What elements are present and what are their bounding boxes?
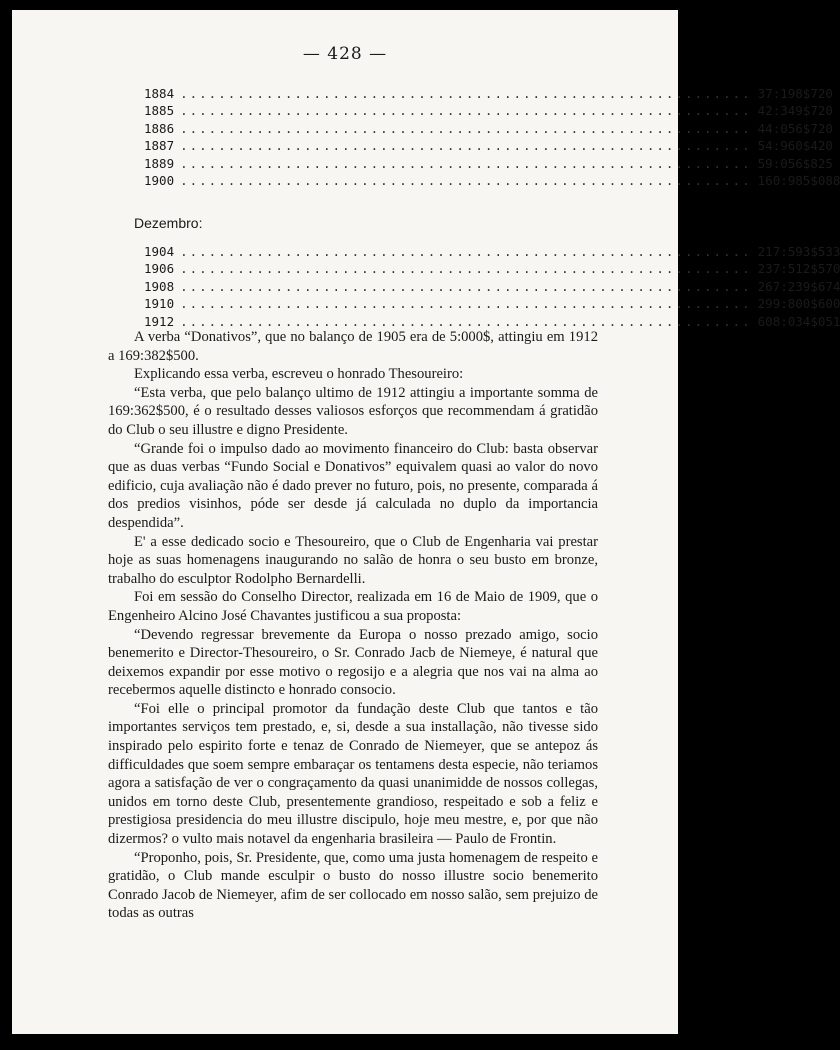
- ledger-amount: 237:512$570: [757, 261, 840, 277]
- ledger-row: [144, 103, 833, 120]
- ledger-year: 1904: [144, 244, 175, 259]
- paragraph: “Proponho, pois, Sr. Presidente, que, como uma justa homenagem de respeito e gratidão, o Club mande esculpir o busto do nosso illustre socio benemerito Conrado Jacob de Niemeyer, afim de ser collocado em nosso salão, sem prejuizo de todas as outras: [108, 849, 598, 922]
- ledger-dezembro: [144, 244, 840, 331]
- paragraph: E' a esse dedicado socio e Thesoureiro, que o Club de Engenharia vai prestar hoje as suas homenagens inaugurando no salão de honra o seu busto em bronze, trabalho do esculptor Rodolpho Bernardelli.: [108, 533, 598, 587]
- leader-dots: ............................................................: [180, 103, 752, 119]
- ledger-year: 1912: [144, 313, 175, 329]
- page-number: — 428 —: [302, 44, 388, 64]
- paragraph: Foi em sessão do Conselho Director, realizada em 16 de Maio de 1909, que o Engenheiro Alcino José Chavantes justificou a sua proposta:: [108, 589, 598, 624]
- ledger-annual: [144, 86, 840, 190]
- leader-dots: ............................................................: [180, 278, 752, 294]
- ledger-year: 1908: [144, 278, 175, 294]
- ledger-row: [144, 120, 833, 138]
- ledger-year: 1910: [144, 296, 175, 312]
- ledger-row: [144, 296, 840, 313]
- paragraph: “Devendo regressar brevemente da Europa o nosso prezado amigo, socio benemerito e Director-Thesoureiro, o Sr. Conrado Jacb de Niemeye, é natural que deixemos expandir por esse motivo o regosijo e a alegria que nos vai na alma ao recebermos aquelle distincto e honrado consocio.: [108, 626, 598, 699]
- ledger-year: 1885: [144, 103, 175, 119]
- leader-dots: ............................................................: [180, 138, 752, 154]
- ledger-row: [144, 155, 833, 173]
- paragraph: “Esta verba, que pelo balanço ultimo de 1912 attingiu a importante somma de 169:362$500, é o resultado desses valiosos esforços que recommendam á gratidão do Club o seu illustre e digno Presidente.: [108, 384, 598, 438]
- body-text: [108, 328, 598, 923]
- section-label-dezembro: Dezembro:: [134, 215, 203, 231]
- ledger-row: [144, 261, 840, 278]
- paragraph: A verba “Donativos”, que no balanço de 1905 era de 5:000$, attingiu em 1912 a 169:382$500.: [108, 329, 598, 364]
- ledger-row: [144, 278, 840, 296]
- ledger-year: 1887: [144, 138, 175, 154]
- leader-dots: ............................................................: [180, 244, 752, 259]
- leader-dots: ............................................................: [180, 86, 752, 101]
- leader-dots: ............................................................: [180, 261, 752, 277]
- document-page: [12, 10, 840, 1034]
- ledger-amount: 54:960$420: [757, 138, 833, 154]
- ledger-year: 1889: [144, 155, 175, 171]
- ledger-amount: 608:034$051: [757, 313, 840, 329]
- leader-dots: ............................................................: [180, 120, 752, 136]
- ledger-amount: 217:593$533: [757, 244, 840, 259]
- ledger-row: [144, 86, 833, 103]
- ledger-year: 1906: [144, 261, 175, 277]
- ledger-amount: 37:198$720: [757, 86, 833, 101]
- ledger-year: 1900: [144, 172, 175, 188]
- paragraph: “Grande foi o impulso dado ao movimento financeiro do Club: basta observar que as duas verbas “Fundo Social e Donativos” equivalem quasi ao valor do novo edificio, cuja avaliação não é dado prever no futuro, pois, no presente, comparada á dos predios visinhos, póde ser desde já calculada no duplo da importancia despendida”.: [108, 440, 598, 531]
- ledger-row: [144, 138, 833, 155]
- ledger-amount: 160:985$088: [757, 172, 840, 188]
- ledger-year: 1884: [144, 86, 175, 101]
- leader-dots: ............................................................: [180, 155, 752, 171]
- paragraph: “Foi elle o principal promotor da fundação deste Club que tantos e tão importantes serviços tem prestado, e, si, desde a sua installação, não tivesse sido inspirado pelo espirito forte e tenaz de Conrado de Niemeyer, que se antepoz ás difficuldades que soem sempre embaraçar os tentamens desta especie, não teriamos agora a satisfação de ver o congraçamento da quasi unanimidde de nossos collegas, unidos em torno deste Club, presentemente grandioso, respeitado e sob a feliz e prestigiosa presidencia do meu illustre discipulo, hoje meu mestre, e, por que não dizermos? o vulto mais notavel da engenharia brasileira — Paulo de Frontin.: [108, 700, 598, 848]
- ledger-amount: 59:056$825: [757, 155, 833, 171]
- ledger-amount: 44:056$720: [757, 120, 833, 136]
- leader-dots: ............................................................: [180, 172, 752, 188]
- ledger-amount: 267:239$674: [757, 278, 840, 294]
- leader-dots: ............................................................: [180, 313, 752, 329]
- ledger-year: 1886: [144, 120, 175, 136]
- paragraph: Explicando essa verba, escreveu o honrado Thesoureiro:: [134, 366, 464, 383]
- ledger-row: [144, 244, 840, 261]
- ledger-row: [144, 172, 840, 190]
- ledger-amount: 299:800$600: [757, 296, 840, 312]
- leader-dots: ............................................................: [180, 296, 752, 312]
- ledger-amount: 42:349$720: [757, 103, 833, 119]
